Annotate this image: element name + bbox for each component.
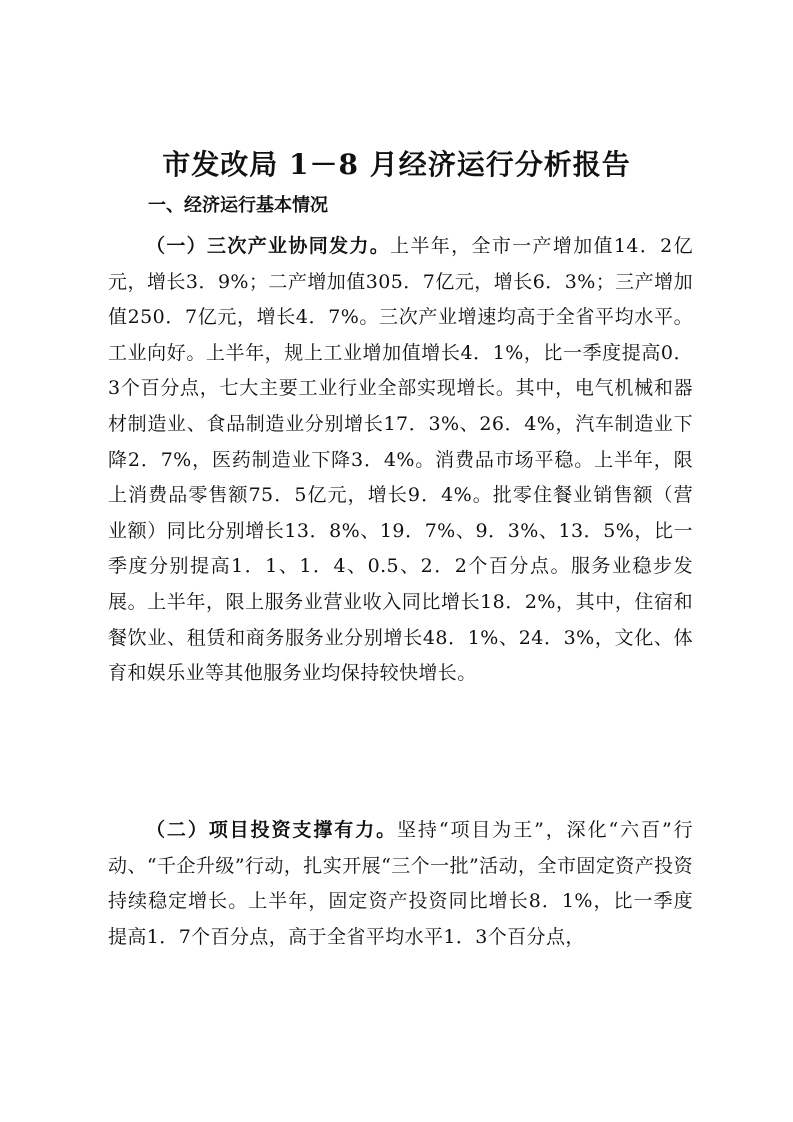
paragraph-industry	[108, 229, 693, 692]
document-title: 市发改局 1－8 月经济运行分析报告	[162, 148, 631, 181]
paragraph-investment	[108, 813, 693, 955]
paragraph-lead-investment: （二）项目投资支撑有力。	[146, 819, 397, 841]
paragraph-lead-industry: （一）三次产业协同发力。	[146, 235, 391, 257]
section-heading: 一、经济运行基本情况	[148, 195, 328, 216]
paragraph-body-industry: 上半年，全市一产增加值14．2亿元，增长3．9%；二产增加值305．7亿元，增长6．3%；三产增加值250．7亿元，增长4．7%。三次产业增速均高于全省平均水平。工业向好。上半年，规上工业增加值增长4．1%，比一季度提高0．3个百分点，七大主要工业行业全部实现增长。其中，电气机械和器材制造业、食品制造业分别增长17．3%、26．4%，汽车制造业下降2．7%，医药制造业下降3．4%。消费品市场平稳。上半年，限上消费品零售额75．5亿元，增长9．4%。批零住餐业销售额（营业额）同比分别增长13．8%、19．7%、9．3%、13．5%，比一季度分别提高1．1、1．4、0.5、2．2个百分点。服务业稳步发展。上半年，限上服务业营业收入同比增长18．2%，其中，住宿和餐饮业、租赁和商务服务业分别增长48．1%、24．3%，文化、体育和娱乐业等其他服务业均保持较快增长。	[108, 235, 693, 685]
paragraph-body-investment: 坚持“项目为王”，深化“六百”行动、“千企升级”行动，扎实开展“三个一批”活动，全市固定资产投资持续稳定增长。上半年，固定资产投资同比增长8．1%，比一季度提高1．7个百分点，高于全省平均水平1．3个百分点，	[108, 819, 693, 948]
